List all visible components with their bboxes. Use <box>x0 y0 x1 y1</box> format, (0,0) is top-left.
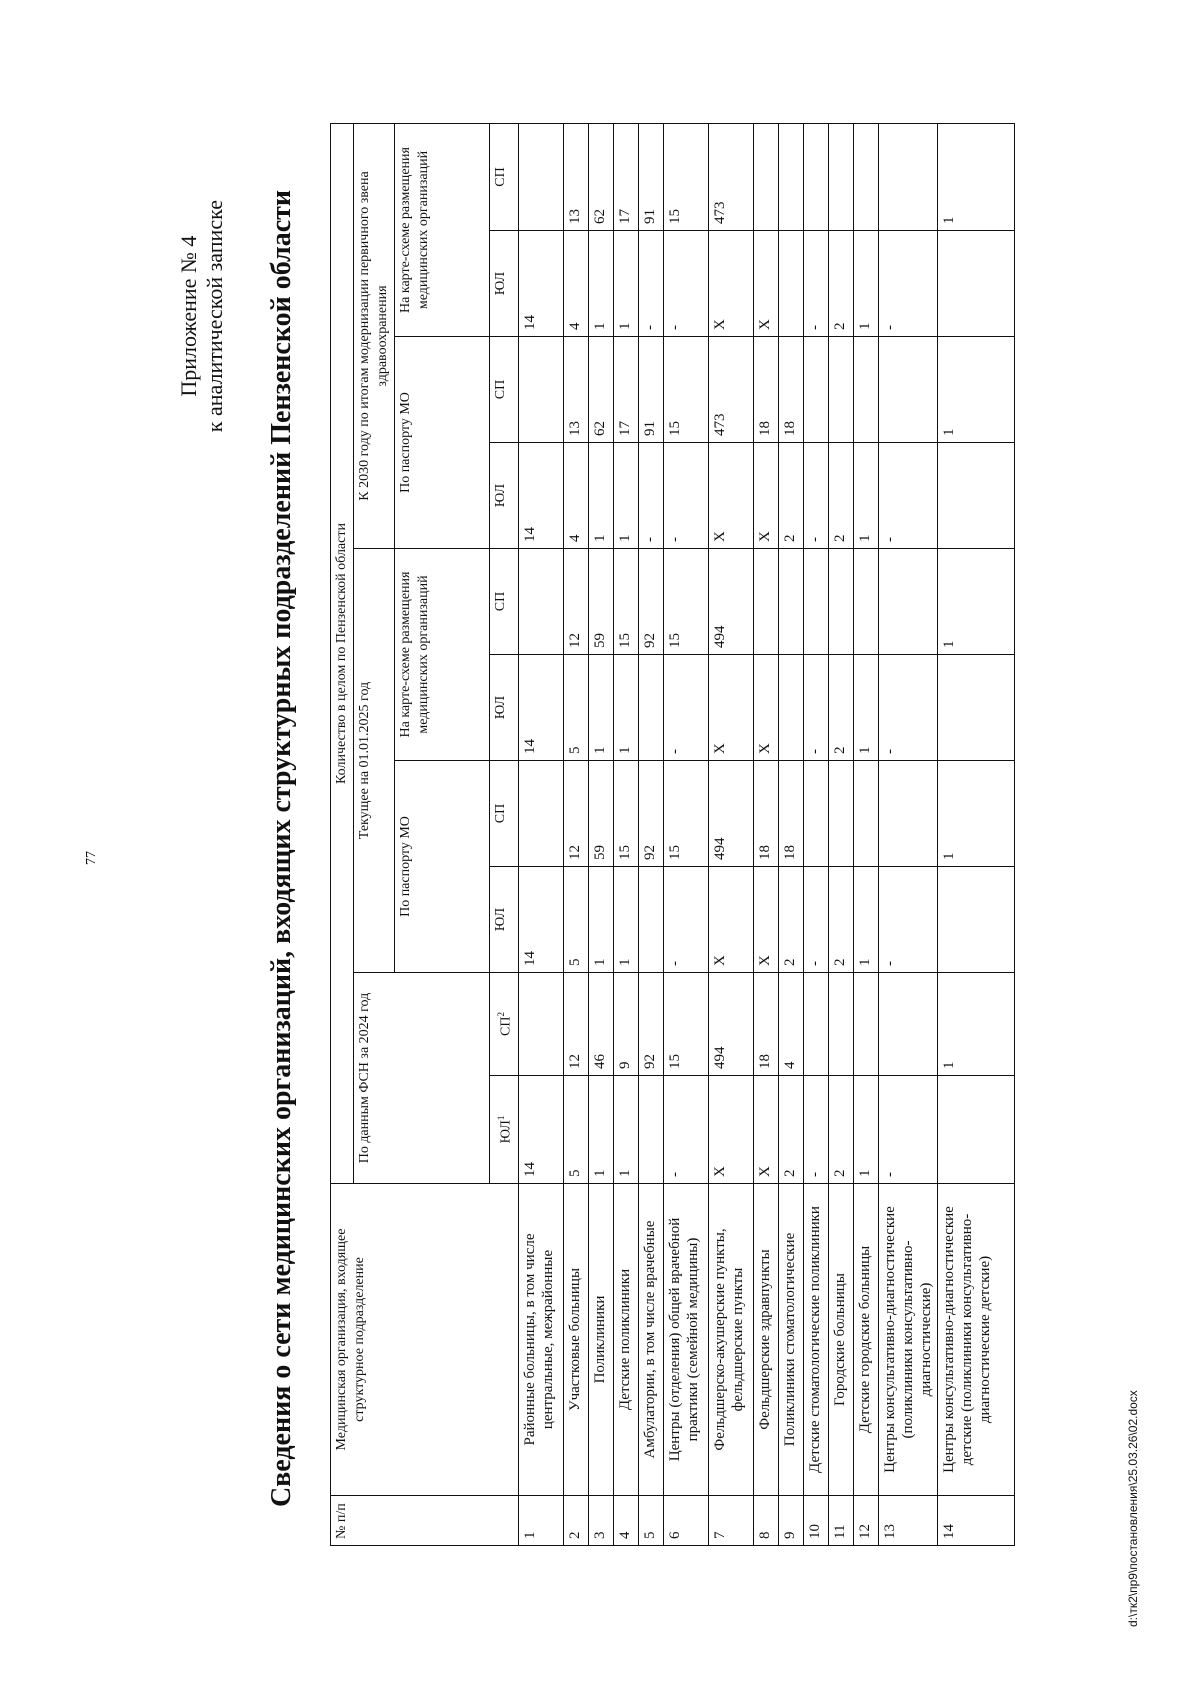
row-value-cell <box>828 123 853 230</box>
row-value-cell: 2 <box>828 867 853 973</box>
row-value-cell: - <box>638 443 663 549</box>
row-value-cell: 2 <box>778 867 803 973</box>
row-value-cell <box>937 231 1014 337</box>
document-title: Сведения о сети медицинских организаций, входящих структурных подразделений Пензенской области <box>266 189 297 1508</box>
row-value-cell: - <box>803 1076 828 1184</box>
row-org-name: Участковые больницы <box>563 1184 588 1496</box>
row-value-cell <box>753 549 778 655</box>
page-number: 77 <box>84 851 99 865</box>
row-org-name: Амбулатории, в том числе врачебные <box>638 1184 663 1496</box>
header-yul: $ЮЛ^1$ <box>490 1076 519 1184</box>
row-value-cell: 17 <box>613 337 638 443</box>
row-value-cell: 1 <box>588 443 613 549</box>
table-row <box>663 123 708 1545</box>
row-value-cell: 1 <box>937 123 1014 230</box>
table-body <box>518 123 1014 1545</box>
row-value-cell: 12 <box>563 761 588 867</box>
row-value-cell: - <box>663 1076 708 1184</box>
row-value-cell: 12 <box>563 973 588 1076</box>
row-value-cell <box>853 549 878 655</box>
row-value-cell: X <box>753 443 778 549</box>
row-value-cell <box>853 761 878 867</box>
row-value-cell <box>853 973 878 1076</box>
table-row <box>563 123 588 1545</box>
row-value-cell: 15 <box>613 761 638 867</box>
row-value-cell: 14 <box>518 1076 563 1184</box>
header-yul: ЮЛ <box>490 655 519 761</box>
row-value-cell <box>878 337 937 443</box>
row-number: 3 <box>588 1496 613 1546</box>
header-total: Количество в целом по Пензенской области <box>331 123 354 1183</box>
row-value-cell: 2 <box>828 655 853 761</box>
row-number: 9 <box>778 1496 803 1546</box>
row-value-cell: 4 <box>563 443 588 549</box>
row-value-cell: - <box>878 1076 937 1184</box>
row-value-cell <box>853 123 878 230</box>
row-number: 1 <box>518 1496 563 1546</box>
row-value-cell: 1 <box>937 337 1014 443</box>
row-value-cell: 1 <box>853 655 878 761</box>
row-value-cell: 494 <box>708 761 753 867</box>
row-value-cell: X <box>753 655 778 761</box>
row-org-name: Детские поликлиники <box>613 1184 638 1496</box>
header-sp: СП <box>490 337 519 443</box>
table-row <box>778 123 803 1545</box>
table-row <box>588 123 613 1545</box>
header-yul: ЮЛ <box>490 231 519 337</box>
row-value-cell: 15 <box>663 761 708 867</box>
row-value-cell <box>878 549 937 655</box>
row-value-cell <box>937 443 1014 549</box>
row-value-cell: 2 <box>828 231 853 337</box>
row-org-name: Центры (отделения) общей врачебной практики (семейной медицины) <box>663 1184 708 1496</box>
row-value-cell: 1 <box>613 443 638 549</box>
row-value-cell <box>828 761 853 867</box>
row-value-cell: 4 <box>563 231 588 337</box>
appendix-label <box>176 200 228 432</box>
row-value-cell: 15 <box>613 549 638 655</box>
table-row <box>803 123 828 1545</box>
row-value-cell: X <box>708 443 753 549</box>
row-value-cell <box>828 973 853 1076</box>
row-org-name: Центры консультативно-диагностические (поликлиники консультативно-диагностические) <box>878 1184 937 1496</box>
header-target-passport: По паспорту МО <box>395 337 490 549</box>
row-value-cell: 18 <box>753 337 778 443</box>
row-number: 7 <box>708 1496 753 1546</box>
row-value-cell: 14 <box>518 443 563 549</box>
row-value-cell: - <box>638 231 663 337</box>
row-value-cell: - <box>663 231 708 337</box>
row-value-cell <box>853 337 878 443</box>
row-number: 8 <box>753 1496 778 1546</box>
row-value-cell <box>828 337 853 443</box>
table-row <box>518 123 563 1545</box>
row-value-cell <box>638 867 663 973</box>
row-value-cell <box>803 549 828 655</box>
row-value-cell: 1 <box>613 867 638 973</box>
row-value-cell: X <box>753 1076 778 1184</box>
row-value-cell: 1 <box>937 549 1014 655</box>
row-org-name: Фельдшерско-акушерские пункты, фельдшерские пункты <box>708 1184 753 1496</box>
row-value-cell: 13 <box>563 337 588 443</box>
row-value-cell: 92 <box>638 549 663 655</box>
header-sp: СП <box>490 549 519 655</box>
row-value-cell <box>803 123 828 230</box>
row-number: 12 <box>853 1496 878 1546</box>
table-row <box>638 123 663 1545</box>
row-number: 6 <box>663 1496 708 1546</box>
row-value-cell <box>803 973 828 1076</box>
row-value-cell: 2 <box>778 1076 803 1184</box>
row-value-cell: - <box>663 867 708 973</box>
row-number: 5 <box>638 1496 663 1546</box>
row-value-cell: - <box>803 655 828 761</box>
row-value-cell: - <box>878 443 937 549</box>
table-row <box>753 123 778 1545</box>
row-value-cell <box>878 973 937 1076</box>
row-value-cell: 17 <box>613 123 638 230</box>
row-value-cell: 5 <box>563 867 588 973</box>
row-org-name: Районные больницы, в том числе центральные, межрайонные <box>518 1184 563 1496</box>
table-row <box>937 123 1014 1545</box>
row-value-cell: 1 <box>588 867 613 973</box>
row-value-cell: 4 <box>778 973 803 1076</box>
row-value-cell: 9 <box>613 973 638 1076</box>
row-value-cell: 15 <box>663 549 708 655</box>
row-value-cell: 1 <box>937 973 1014 1076</box>
row-value-cell: 1 <box>613 1076 638 1184</box>
row-value-cell: 1 <box>613 231 638 337</box>
row-value-cell: X <box>753 867 778 973</box>
row-org-name: Городские больницы <box>828 1184 853 1496</box>
row-value-cell: - <box>878 231 937 337</box>
header-yul: ЮЛ <box>490 867 519 973</box>
row-value-cell <box>778 231 803 337</box>
row-value-cell <box>803 761 828 867</box>
row-value-cell: 1 <box>853 1076 878 1184</box>
table-row <box>853 123 878 1545</box>
row-value-cell: 1 <box>588 231 613 337</box>
row-value-cell: 91 <box>638 337 663 443</box>
row-value-cell: 13 <box>563 123 588 230</box>
table-row <box>708 123 753 1545</box>
row-value-cell <box>878 761 937 867</box>
row-value-cell: X <box>708 655 753 761</box>
row-number: 11 <box>828 1496 853 1546</box>
row-value-cell: 12 <box>563 549 588 655</box>
row-value-cell: - <box>803 867 828 973</box>
organizations-table <box>330 123 1015 1546</box>
row-value-cell <box>937 655 1014 761</box>
row-value-cell: 14 <box>518 231 563 337</box>
row-value-cell: X <box>708 867 753 973</box>
row-value-cell: 15 <box>663 973 708 1076</box>
row-value-cell: 1 <box>613 655 638 761</box>
row-value-cell <box>778 549 803 655</box>
row-value-cell: - <box>803 231 828 337</box>
row-number: 2 <box>563 1496 588 1546</box>
row-org-name: Детские городские больницы <box>853 1184 878 1496</box>
row-value-cell: 5 <box>563 655 588 761</box>
row-value-cell: 494 <box>708 549 753 655</box>
row-value-cell: 62 <box>588 337 613 443</box>
row-value-cell <box>518 761 563 867</box>
row-value-cell <box>778 655 803 761</box>
row-value-cell: 14 <box>518 867 563 973</box>
row-value-cell: 15 <box>663 337 708 443</box>
row-value-cell <box>638 1076 663 1184</box>
row-value-cell: 494 <box>708 973 753 1076</box>
row-value-cell <box>878 123 937 230</box>
row-value-cell: 1 <box>853 867 878 973</box>
row-value-cell: 473 <box>708 337 753 443</box>
row-value-cell: - <box>803 443 828 549</box>
row-value-cell <box>803 337 828 443</box>
row-value-cell: 5 <box>563 1076 588 1184</box>
row-value-cell: 2 <box>828 1076 853 1184</box>
header-current-passport: По паспорту МО <box>395 761 490 973</box>
row-org-name: Поликлиники <box>588 1184 613 1496</box>
row-value-cell <box>937 867 1014 973</box>
header-org: Медицинская организация, входящее структурное подразделение <box>331 1184 519 1496</box>
row-value-cell: 2 <box>828 443 853 549</box>
row-value-cell <box>753 123 778 230</box>
row-value-cell: 18 <box>778 337 803 443</box>
header-sp: $СП^2$ <box>490 973 519 1076</box>
row-value-cell: X <box>708 231 753 337</box>
row-value-cell: X <box>708 1076 753 1184</box>
row-value-cell: 2 <box>778 443 803 549</box>
row-org-name: Фельдшерские здравпункты <box>753 1184 778 1496</box>
row-value-cell: 1 <box>588 1076 613 1184</box>
header-yul: ЮЛ <box>490 443 519 549</box>
row-value-cell: 18 <box>753 761 778 867</box>
row-value-cell <box>518 973 563 1076</box>
appendix-line1: Приложение № 4 <box>176 235 201 397</box>
row-value-cell: - <box>663 655 708 761</box>
row-value-cell: 1 <box>853 443 878 549</box>
header-sp: СП <box>490 761 519 867</box>
row-value-cell <box>638 655 663 761</box>
appendix-line2: к аналитической записке <box>202 200 227 433</box>
header-target-map: На карте-схеме размещения медицинских организаций <box>395 123 490 336</box>
row-value-cell: 18 <box>753 973 778 1076</box>
row-value-cell: X <box>753 231 778 337</box>
table-row <box>828 123 853 1545</box>
row-number: 13 <box>878 1496 937 1546</box>
row-value-cell: 473 <box>708 123 753 230</box>
table-row <box>613 123 638 1545</box>
row-value-cell <box>518 337 563 443</box>
header-current-map: На карте-схеме размещения медицинских организаций <box>395 549 490 761</box>
header-target: К 2030 году по итогам модернизации первичного звена здравоохранения <box>354 123 395 548</box>
row-value-cell: 1 <box>937 761 1014 867</box>
row-value-cell: 1 <box>853 231 878 337</box>
row-value-cell: - <box>663 443 708 549</box>
row-value-cell: 15 <box>663 123 708 230</box>
row-number: 4 <box>613 1496 638 1546</box>
row-value-cell: 46 <box>588 973 613 1076</box>
row-value-cell: 1 <box>588 655 613 761</box>
row-value-cell <box>937 1076 1014 1184</box>
row-value-cell: 14 <box>518 655 563 761</box>
header-sp: СП <box>490 123 519 230</box>
header-num: № п/п <box>331 1496 519 1546</box>
row-value-cell: 62 <box>588 123 613 230</box>
row-value-cell <box>518 549 563 655</box>
table-row <box>878 123 937 1545</box>
row-org-name: Детские стоматологические поликлиники <box>803 1184 828 1496</box>
row-value-cell <box>778 123 803 230</box>
row-value-cell: 18 <box>778 761 803 867</box>
row-number: 14 <box>937 1496 1014 1546</box>
row-value-cell: 92 <box>638 761 663 867</box>
row-value-cell <box>828 549 853 655</box>
row-value-cell: - <box>878 655 937 761</box>
file-path: d:\тк2\пр9\постановления\25.03.26\02.docx <box>1126 1390 1140 1627</box>
row-org-name: Центры консультативно-диагностические детские (поликлиники консультативно-диагностические детские) <box>937 1184 1014 1496</box>
row-value-cell <box>518 123 563 230</box>
row-number: 10 <box>803 1496 828 1546</box>
row-value-cell: - <box>878 867 937 973</box>
row-org-name: Поликлиники стоматологические <box>778 1184 803 1496</box>
row-value-cell: 92 <box>638 973 663 1076</box>
row-value-cell: 59 <box>588 549 613 655</box>
header-fsn: По данным ФСН за 2024 год <box>354 973 490 1184</box>
row-value-cell: 59 <box>588 761 613 867</box>
header-current: Текущее на 01.01.2025 год <box>354 549 395 973</box>
row-value-cell: 91 <box>638 123 663 230</box>
